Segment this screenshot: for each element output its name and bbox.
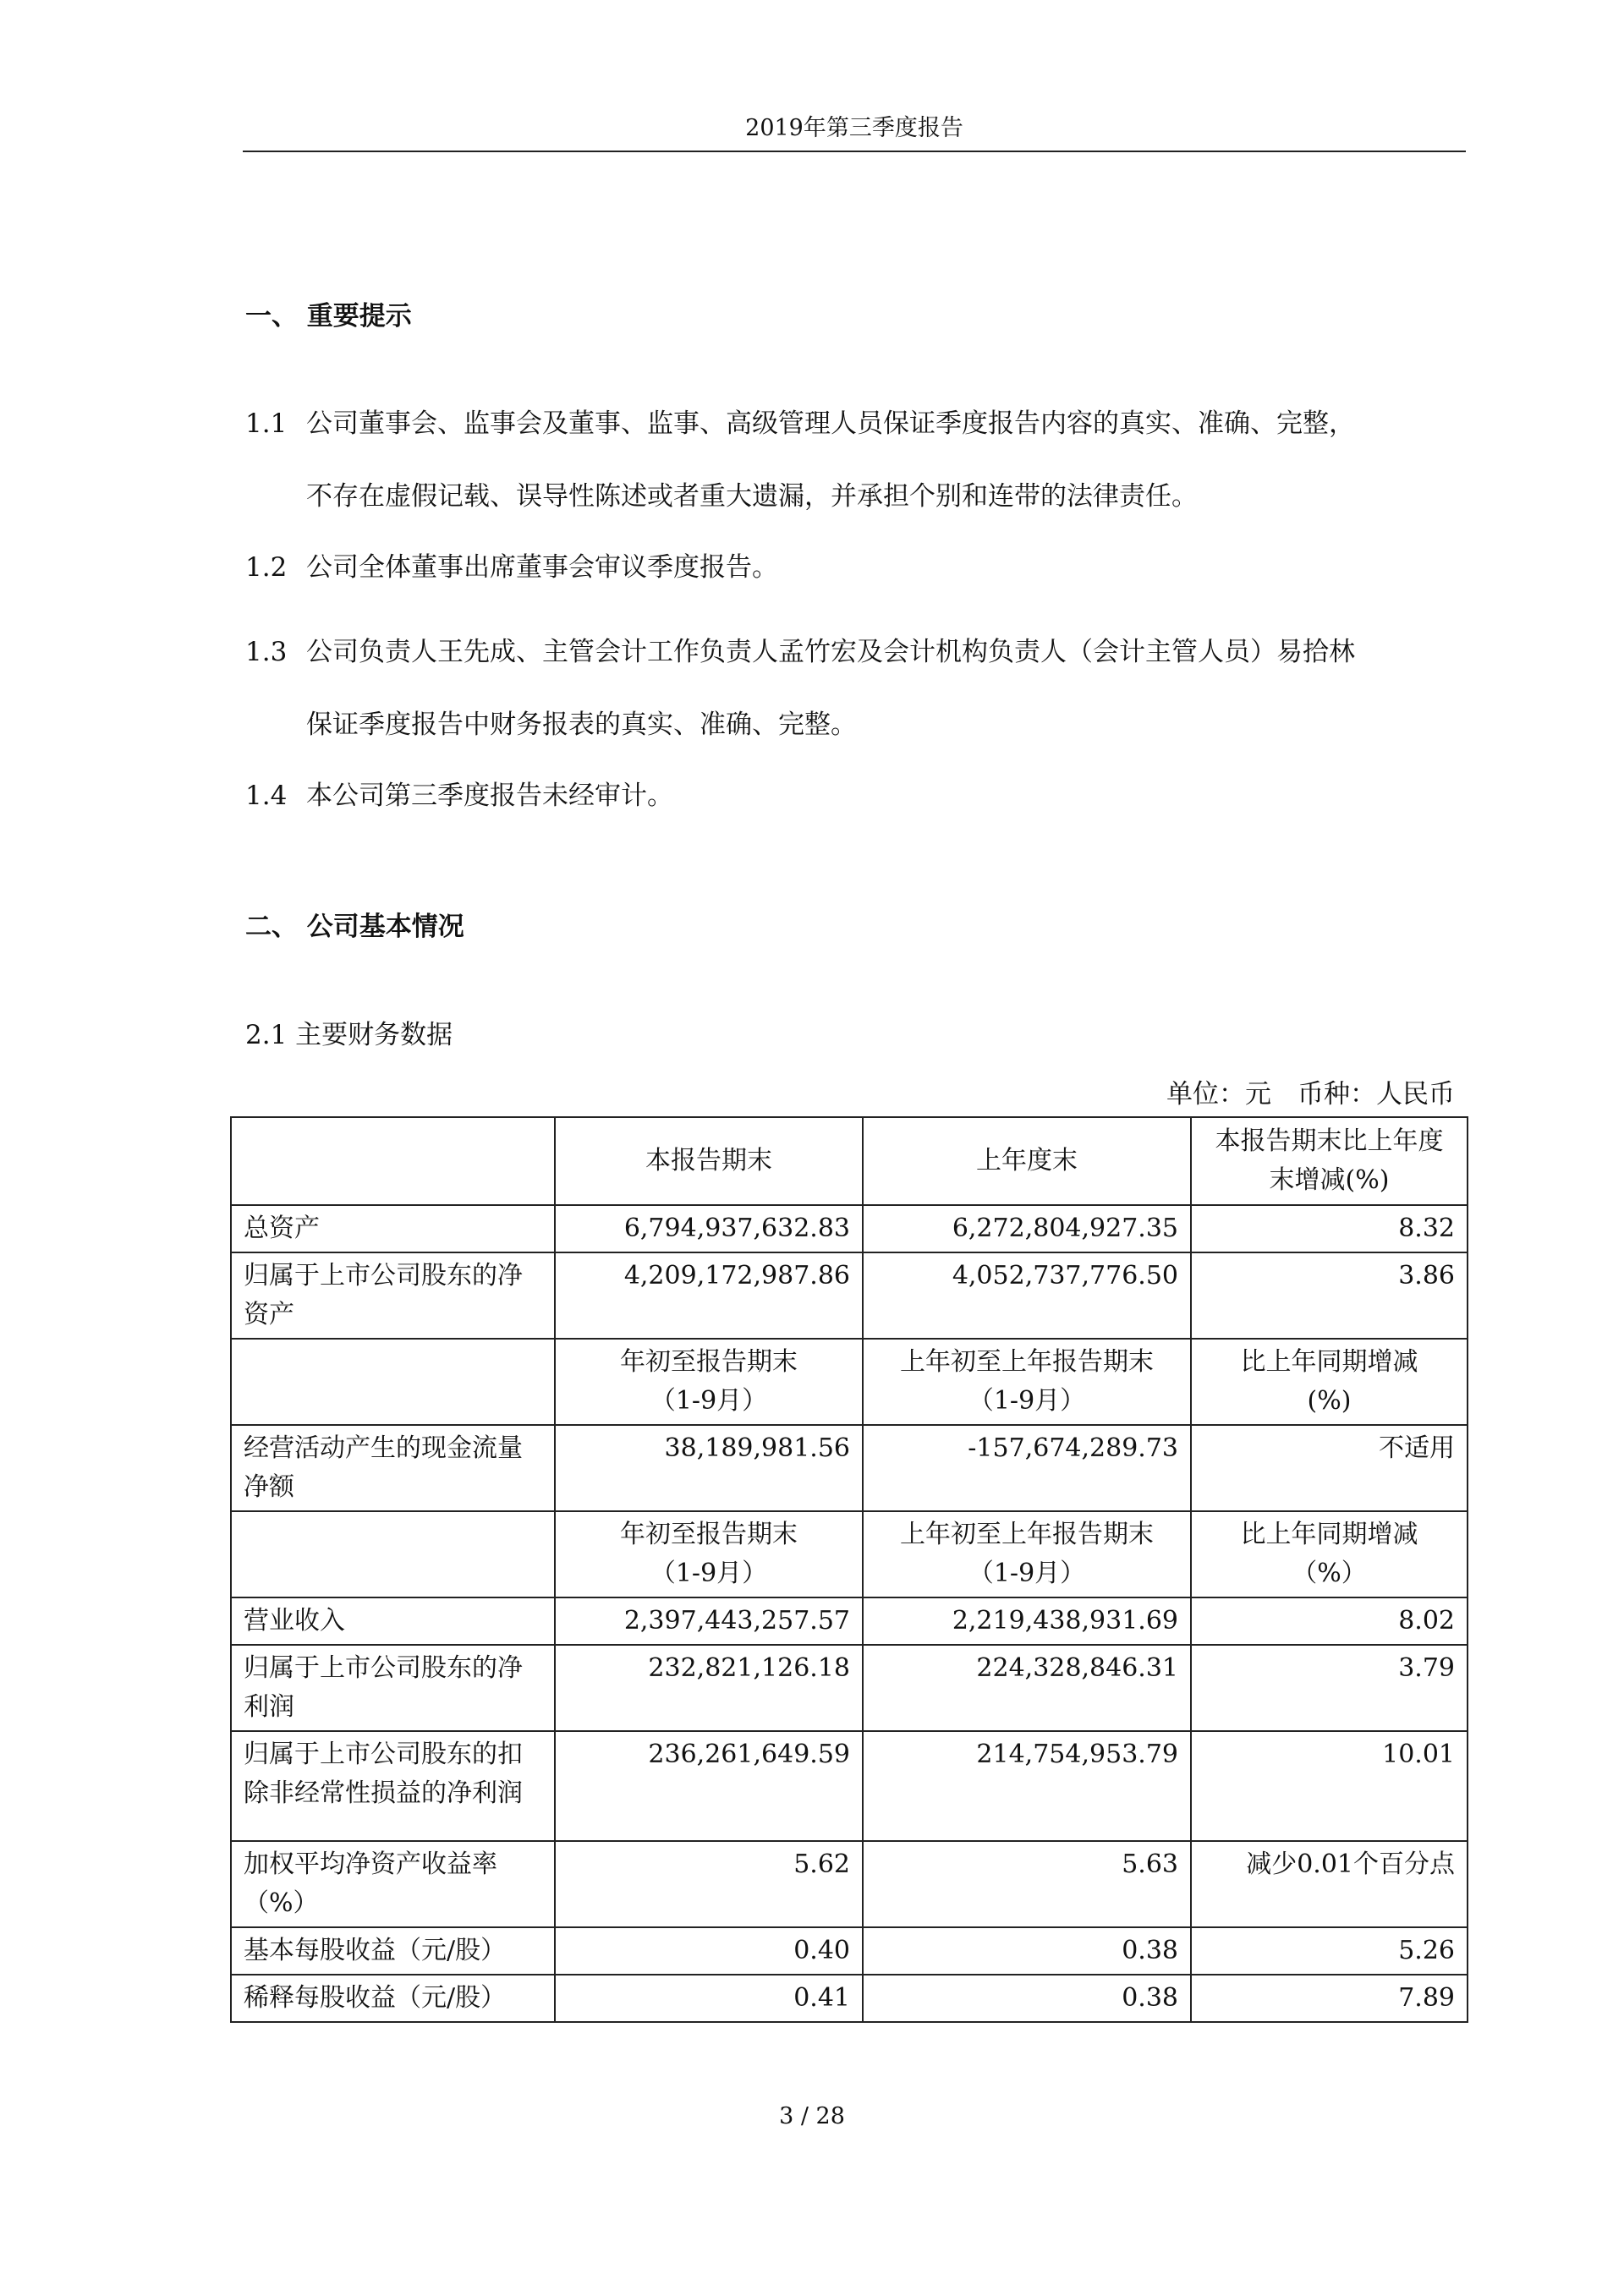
notice-item-1-2 [245,531,1472,604]
section-title-company-info: 二、 公司基本情况 [245,912,464,942]
item-text-continuation: 保证季度报告中财务报表的真实、准确、完整。 [306,710,857,740]
header-line: （%） [1292,1559,1367,1588]
table-row [231,1597,1468,1645]
item-number: 1.4 [245,781,288,811]
cell-value: 236,261,649.59 [555,1731,863,1841]
cell-value: 0.38 [863,1975,1191,2022]
cell-value: 5.62 [555,1841,863,1927]
row-label: 营业收入 [231,1597,555,1645]
header-line: （1-9月） [968,1386,1086,1416]
table-header-cell [231,1339,555,1425]
cell-value: 7.89 [1191,1975,1468,2022]
table-row [231,1927,1468,1975]
cell-value: 减少0.01个百分点 [1191,1841,1468,1927]
item-number: 1.2 [245,552,288,583]
cell-value: 8.02 [1191,1597,1468,1645]
cell-value: 0.38 [863,1927,1191,1975]
table-header-cell [231,1117,555,1205]
cell-value: 2,397,443,257.57 [555,1597,863,1645]
table-row [231,1841,1468,1927]
notice-item-1-4 [245,759,1472,832]
cell-value: 232,821,126.18 [555,1645,863,1731]
page-number: 3 / 28 [779,2103,845,2129]
cell-value: 5.63 [863,1841,1191,1927]
cell-value: 38,189,981.56 [555,1425,863,1511]
cell-value: 224,328,846.31 [863,1645,1191,1731]
row-label: 归属于上市公司股东的净资产 [231,1252,555,1339]
table-header-cell [1191,1339,1468,1425]
cell-value: 不适用 [1191,1425,1468,1511]
table-header-cell [555,1339,863,1425]
cell-value: 8.32 [1191,1205,1468,1252]
row-label: 归属于上市公司股东的净利润 [231,1645,555,1731]
cell-value: 4,052,737,776.50 [863,1252,1191,1339]
table-header-cell [231,1511,555,1597]
table-header-row [231,1117,1468,1205]
item-text: 公司负责人王先成、主管会计工作负责人孟竹宏及会计机构负责人（会计主管人员）易拾林 [306,637,1355,667]
row-label: 基本每股收益（元/股） [231,1927,555,1975]
table-row [231,1425,1468,1511]
cell-value: 3.86 [1191,1252,1468,1339]
cell-value: 4,209,172,987.86 [555,1252,863,1339]
table-header-cell: 上年度末 [863,1117,1191,1205]
table-header-row [231,1339,1468,1425]
row-label: 归属于上市公司股东的扣除非经常性损益的净利润 [231,1731,555,1841]
cell-value: 6,794,937,632.83 [555,1205,863,1252]
item-text: 本公司第三季度报告未经审计。 [306,781,673,811]
header-line: 年初至报告期末 [620,1347,798,1377]
table-row [231,1975,1468,2022]
table-header-cell [1191,1511,1468,1597]
header-line: （1-9月） [650,1559,768,1588]
table-row [231,1252,1468,1339]
cell-value: 214,754,953.79 [863,1731,1191,1841]
table-header-row [231,1511,1468,1597]
cell-value: 5.26 [1191,1927,1468,1975]
cell-value: 10.01 [1191,1731,1468,1841]
notice-item-1-3 [245,616,1472,761]
cell-value: 6,272,804,927.35 [863,1205,1191,1252]
row-label: 加权平均净资产收益率（%） [231,1841,555,1927]
cell-value: 0.40 [555,1927,863,1975]
financial-data-table [230,1116,1468,2023]
table-header-cell [863,1339,1191,1425]
item-text: 公司全体董事出席董事会审议季度报告。 [306,552,778,583]
row-label: 稀释每股收益（元/股） [231,1975,555,2022]
cell-value: 3.79 [1191,1645,1468,1731]
table-row [231,1205,1468,1252]
table-header-cell: 本报告期末比上年度末增减(%) [1191,1117,1468,1205]
table-header-cell: 本报告期末 [555,1117,863,1205]
item-text-continuation: 不存在虚假记载、误导性陈述或者重大遗漏，并承担个别和连带的法律责任。 [306,481,1198,512]
page-header: 2019年第三季度报告 [243,107,1466,152]
header-line: (%) [1307,1386,1352,1416]
table-row [231,1645,1468,1731]
header-line: 上年初至上年报告期末 [900,1347,1154,1377]
item-number: 1.1 [245,408,288,439]
cell-value: 2,219,438,931.69 [863,1597,1191,1645]
unit-currency-note: 单位：元 币种：人民币 [1166,1079,1455,1110]
subsection-title-financial-data: 2.1 主要财务数据 [245,1020,453,1050]
cell-value: -157,674,289.73 [863,1425,1191,1511]
header-line: （1-9月） [650,1386,768,1416]
notice-item-1-1 [245,387,1472,533]
header-line: 比上年同期增减 [1240,1347,1418,1377]
header-line: 比上年同期增减 [1240,1520,1418,1549]
row-label: 总资产 [231,1205,555,1252]
item-text: 公司董事会、监事会及董事、监事、高级管理人员保证季度报告内容的真实、准确、完整， [306,408,1355,439]
item-number: 1.3 [245,637,288,667]
table-header-cell [555,1511,863,1597]
header-line: 年初至报告期末 [620,1520,798,1549]
header-line: （1-9月） [968,1559,1086,1588]
header-line: 上年初至上年报告期末 [900,1520,1154,1549]
table-header-cell [863,1511,1191,1597]
table-row [231,1731,1468,1841]
cell-value: 0.41 [555,1975,863,2022]
row-label: 经营活动产生的现金流量净额 [231,1425,555,1511]
section-title-important-notice: 一、 重要提示 [245,301,412,332]
